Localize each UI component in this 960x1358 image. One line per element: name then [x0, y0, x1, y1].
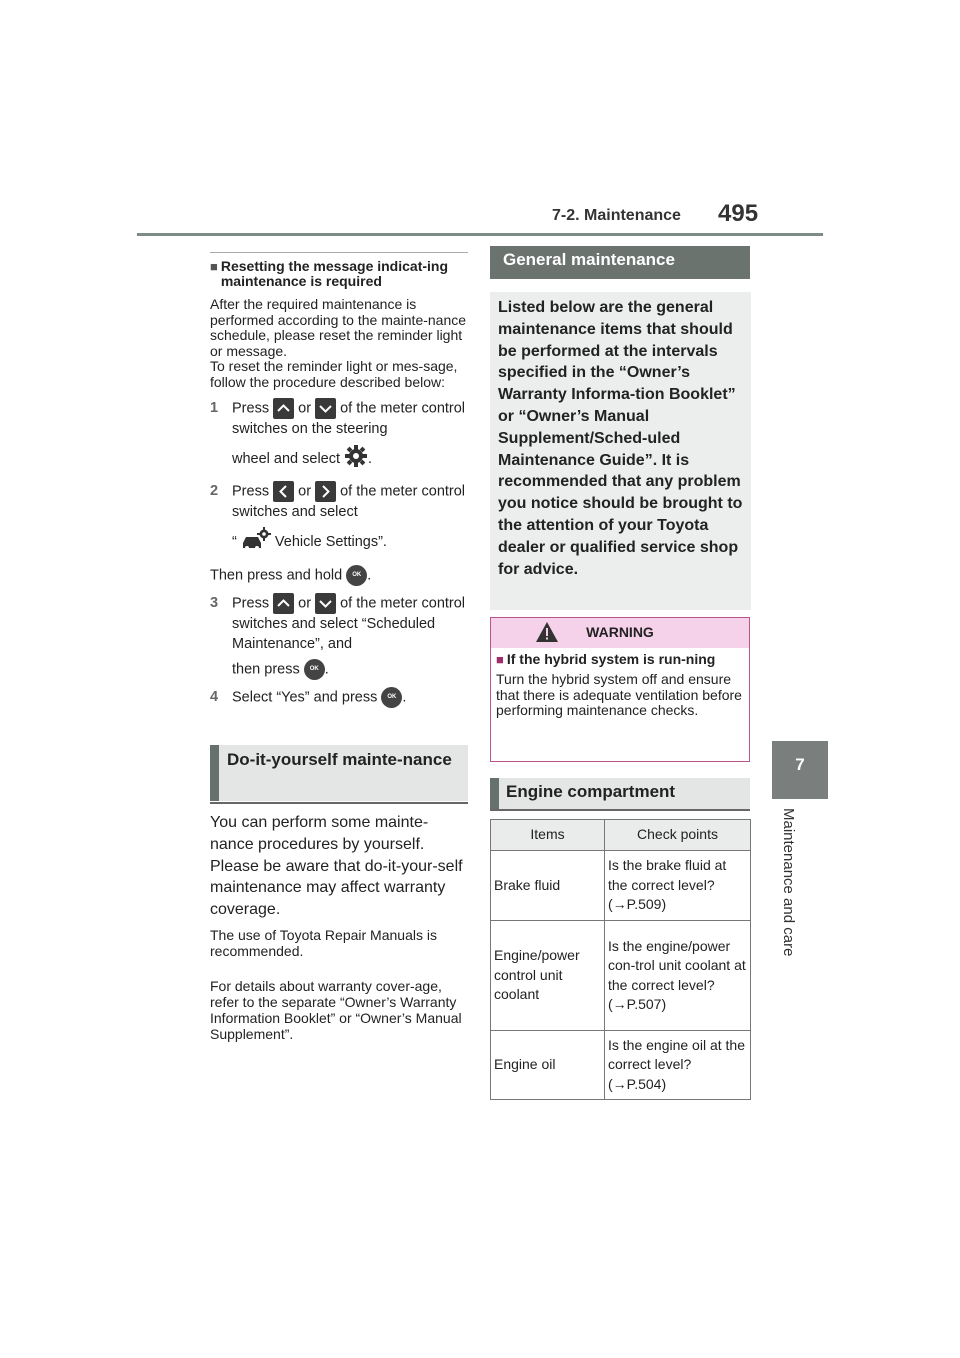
hold-instruction — [210, 565, 468, 586]
warning-label: WARNING — [586, 624, 654, 640]
step-4 — [210, 687, 468, 708]
engine-divider — [490, 809, 750, 811]
chevron-down-icon — [315, 593, 336, 614]
ok-button-icon: OK — [346, 565, 367, 586]
engine-title: Engine compartment — [506, 782, 676, 801]
step-text: Press — [232, 399, 270, 416]
step-text: of the meter control switches and select “Scheduled Maintenance”, and — [232, 594, 466, 652]
step-number: 3 — [210, 594, 219, 611]
diy-title: Do-it-yourself mainte-nance — [227, 750, 452, 769]
ok-button-icon: OK — [304, 659, 325, 680]
step-text: or — [298, 594, 312, 611]
reset-intro-2: To reset the reminder light or mes-sage, follow the procedure described below: — [210, 358, 458, 390]
subheading-divider — [210, 252, 468, 253]
diy-paragraph-1: The use of Toyota Repair Manuals is recommended. — [210, 927, 437, 959]
square-bullet-icon: ■ — [496, 652, 504, 667]
table-row — [491, 851, 751, 921]
warning-icon — [535, 621, 559, 643]
header-divider — [137, 233, 823, 236]
general-heading-box — [490, 246, 750, 279]
chevron-down-icon — [315, 398, 336, 419]
step-text: wheel and select — [232, 450, 341, 467]
chevron-up-icon — [273, 398, 294, 419]
square-bullet-icon: ■ — [210, 259, 218, 274]
gear-icon — [344, 444, 368, 474]
table-cell-check: Is the engine oil at the correct level? (→P.504) — [605, 1031, 751, 1100]
step-2 — [210, 481, 468, 557]
step-text: of the meter control switches and select — [232, 482, 466, 520]
table-cell-check: Is the brake fluid at the correct level? (→P.509) — [605, 851, 751, 921]
step-text: . — [324, 660, 329, 677]
table-row — [491, 1031, 751, 1100]
table-cell-item: Engine/power control unit coolant — [491, 921, 605, 1031]
step-text: . — [368, 450, 373, 467]
chevron-right-icon — [315, 481, 336, 502]
step-1 — [210, 398, 468, 474]
reset-heading — [210, 259, 468, 289]
warning-subheading — [496, 652, 749, 667]
chevron-up-icon — [273, 593, 294, 614]
table-cell-item: Brake fluid — [491, 851, 605, 921]
hold-text: Then press and hold — [210, 566, 343, 583]
table-row — [491, 921, 751, 1031]
general-title: General maintenance — [503, 250, 675, 269]
step-number: 1 — [210, 399, 219, 416]
step-3 — [210, 593, 468, 680]
chapter-label: Maintenance and care — [780, 808, 797, 957]
step-number: 4 — [210, 688, 219, 705]
table-header-row — [491, 820, 751, 851]
step-text: Vehicle Settings”. — [274, 533, 387, 550]
warning-subheading-text: If the hybrid system is run-ning — [506, 651, 716, 667]
section-title: 7-2. Maintenance — [552, 207, 681, 224]
diy-lead: You can perform some mainte-nance procedures by yourself. Please be aware that do-it-your-self maintenance may affect warranty coverage. — [210, 814, 463, 919]
table-cell-check: Is the engine/power con-trol unit coolant at the correct level? (→P.507) — [605, 921, 751, 1031]
table-cell-item: Engine oil — [491, 1031, 605, 1100]
page-number: 495 — [718, 200, 759, 227]
diy-paragraph-2: For details about warranty cover-age, refer to the separate “Owner’s Warranty Information Booklet” or “Owner’s Manual Supplement”. — [210, 978, 462, 1042]
general-body: Listed below are the general maintenance items that should be performed at the intervals specified in the “Owner’s Warranty Informa-tion Booklet” or “Owner’s Manual Supplement/Sched-uled Maintenance Guide”. It is recommended that any problem you notice should be brought to the attention of your Toyota dealer or qualified service shop for advice. — [490, 292, 751, 610]
diy-heading-box — [210, 745, 468, 801]
step-text: Press — [232, 482, 270, 499]
step-text: or — [298, 482, 312, 499]
chevron-left-icon — [273, 481, 294, 502]
warning-body: Turn the hybrid system off and ensure that there is adequate ventilation before performing maintenance checks. — [496, 671, 742, 719]
vehicle-settings-icon — [241, 527, 271, 557]
diy-divider — [210, 802, 468, 804]
warning-header — [491, 618, 749, 648]
reset-heading-text: Resetting the message indicat-ing maintenance is required — [220, 258, 449, 289]
chapter-tab: 7 — [772, 741, 828, 799]
reset-intro: After the required maintenance is performed according to the mainte-nance schedule, please reset the reminder light or message. — [210, 296, 467, 359]
step-text: Press — [232, 594, 270, 611]
step-number: 2 — [210, 482, 219, 499]
column-header: Items — [491, 820, 605, 851]
step-text: “ — [232, 533, 237, 550]
step-text: or — [298, 399, 312, 416]
step-text: . — [402, 688, 407, 705]
ok-button-icon: OK — [381, 687, 402, 708]
hold-text-end: . — [367, 566, 372, 583]
column-header: Check points — [605, 820, 751, 851]
warning-box — [490, 617, 750, 762]
engine-table — [490, 819, 751, 1100]
engine-heading-box — [490, 778, 750, 809]
step-text: then press — [232, 660, 300, 677]
step-text: Select “Yes” and press — [232, 688, 378, 705]
reset-section — [210, 252, 468, 708]
step-text: of the meter control switches on the steering — [232, 399, 466, 437]
